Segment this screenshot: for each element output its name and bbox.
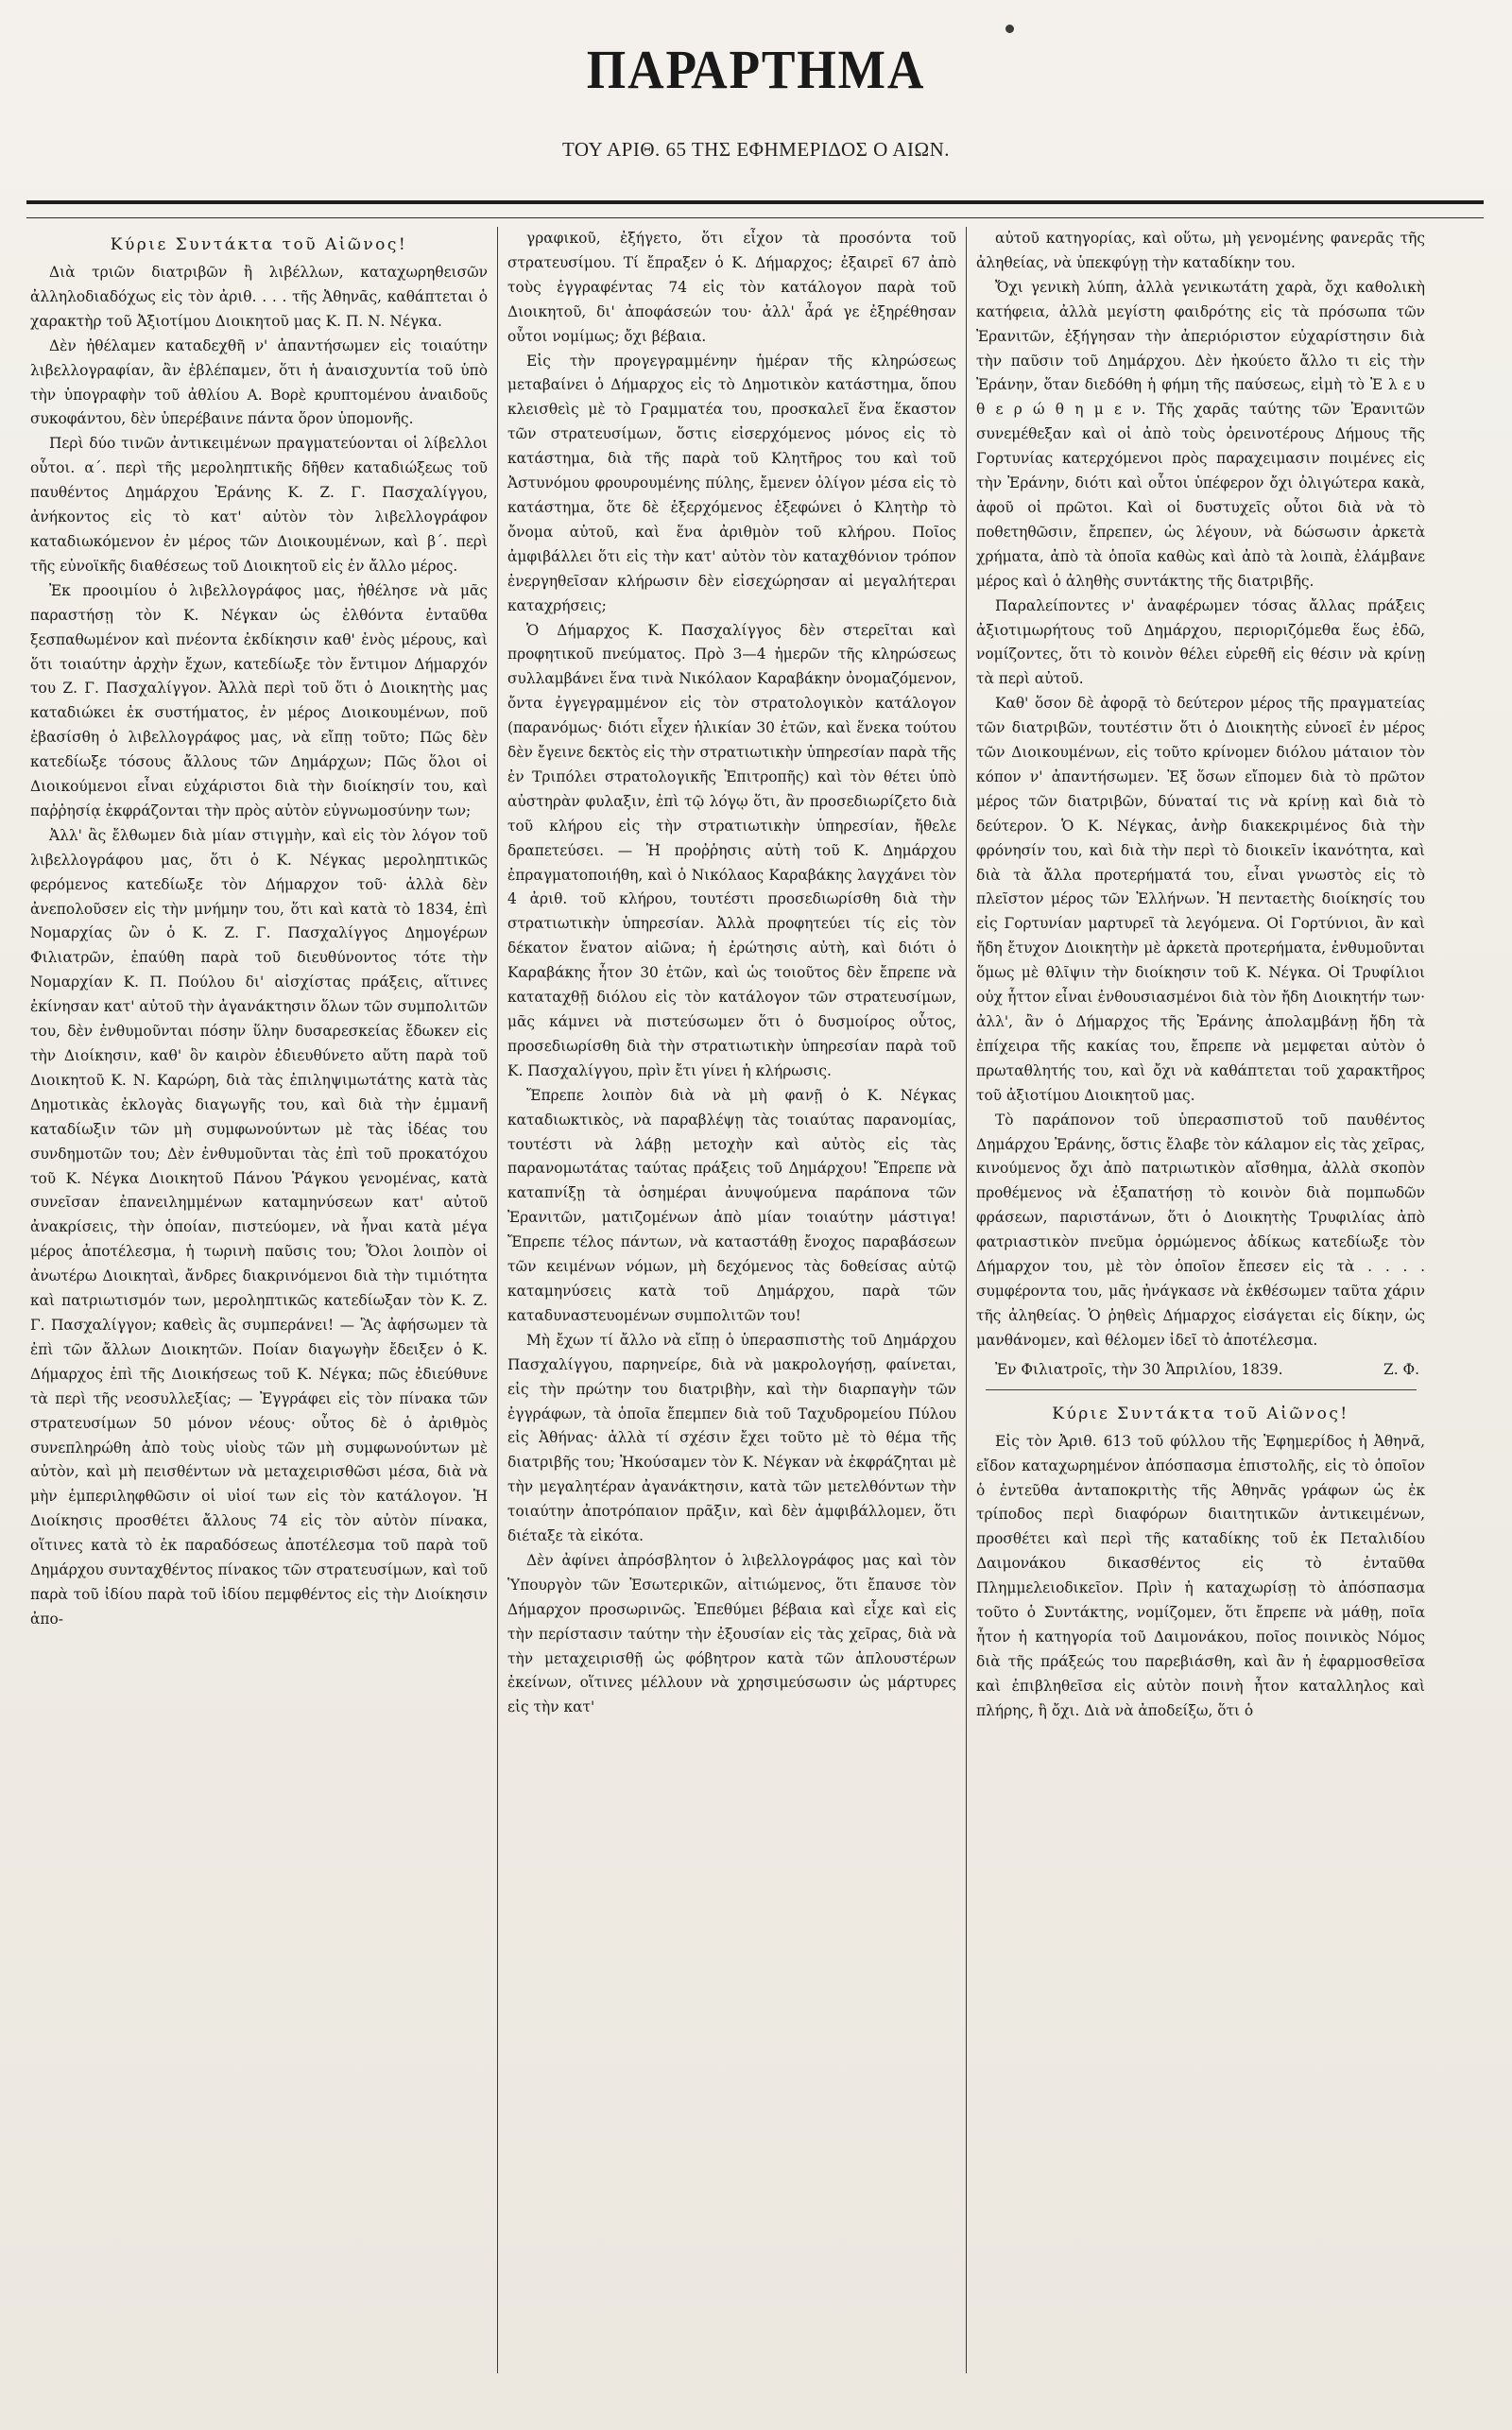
column-3 xyxy=(966,227,1435,2373)
column-1 xyxy=(28,227,497,2373)
paragraph: Ὁ Δήμαρχος Κ. Πασχαλίγγος δὲν στερεῖται καὶ προφητικοῦ πνεύματος. Πρὸ 3—4 ἡμερῶν τῆς κληρώσεως συλλαμβάνει ἕνα τινὰ Νικόλαον Καραβάκην ὀνομαζόμενον, ὄντα ἐγγεγραμμένον εἰς τὸν στρατολογικὸν κατάλογον (παρανόμως· διότι εἶχεν ἡλικίαν 30 ἐτῶν, καὶ ἕνεκα τούτου δὲν ἔγεινε δεκτὸς εἰς τὴν στρατιωτικὴν ὑπηρεσίαν παρὰ τῆς ἐν Τριπόλει στρατολογικῆς Ἐπιτροπῆς) καὶ τὸν θέτει ὑπὸ αὐστηρὰν φυλαξιν, ἐπὶ τῷ λόγῳ ὅτι, ἂν προσεδιωρίζετο διὰ τοῦ κλήρου εἰς τὴν στρατιωτικὴν ὑπηρεσίαν, ἤθελε δραπετεύσει. — Ἡ προῤῥησις αὐτὴ τοῦ Κ. Δημάρχου ἐπραγματοποιήθη, καὶ ὁ Νικόλαος Καραβάκης λαγχάνει τὸν 4 ἀριθ. τοῦ κλήρου, τουτέστι προσεδιωρίσθη διὰ τὴν στρατιωτικὴν ὑπηρεσίαν. Ἀλλὰ προφητεύει τίς εἰς τὸν δέκατον ἔνατον αἰῶνα; ἡ ἐρώτησις αὐτὴ, καὶ διότι ὁ Καραβάκης ἦτον 30 ἐτῶν, καὶ ὡς τοιοῦτος δὲν ἔπρεπε νὰ καταταχθῇ διόλου εἰς τὸν κατάλογον τῶν στρατευσίμων, μᾶς κάμνει νὰ πιστεύσωμεν ὅτι ὁ δυσμοίρος οὗτος, προσεδιωρίσθη διὰ τὴν στρατιωτικὴν ὑπηρεσίαν παρὰ τοῦ Κ. Πασχαλίγγου, πρὶν ἔτι γίνει ἡ κλήρωσις. xyxy=(507,621,956,1079)
page-title: ΠΑΡΑΡΤΗΜΑ xyxy=(586,39,926,100)
page-subtitle: ΤΟΥ ΑΡΙΘ. 65 ΤΗΣ ΕΦΗΜΕΡΙΔΟΣ Ο ΑΙΩΝ. xyxy=(561,138,951,161)
column-2 xyxy=(497,227,966,2373)
text-columns xyxy=(28,227,1474,2373)
paragraph: Τὸ παράπονον τοῦ ὑπερασπιστοῦ τοῦ παυθέντος Δημάρχου Ἐράνης, ὅστις ἔλαβε τὸν κάλαμον εἰς τὰς χεῖρας, κινούμενος ὄχι ἀπὸ πατριωτικὸν αἴσθημα, ἀλλὰ σκοπὸν προθέμενος νὰ ἐξαπατήσῃ τὸ κοινὸν διὰ πομπωδῶν φράσεων, παριστάνων, ὅτι ὁ Διοικητὴς Τρυφιλίας ἀπὸ φατριαστικὸν πνεῦμα ὁρμώμενος ἀδίκως κατεδίωξε τὸν Δήμαρχον του, μὲ τὸν ὁποῖον ἔπεσεν εἰς τὰ . . . . συμφέροντα του, μᾶς ἠνάγκασε νὰ ἐκθέσωμεν ταῦτα χάριν τῆς ἀληθείας. Ὁ ῥηθεὶς Δήμαρχος εἰσάγεται εἰς δίκην, ὡς μανθάνομεν, καὶ θέλομεν ἰδεῖ τὸ ἀποτέλεσμα. xyxy=(976,1111,1425,1349)
paragraph: Ἐκ προοιμίου ὁ λιβελλογράφος μας, ἠθέλησε νὰ μᾶς παραστήσῃ τὸν Κ. Νέγκαν ὡς ἐλθόντα ἐνταῦθα ξεσπαθωμένον καὶ πνέοντα ἐκδίκησιν καθ' ἑνὸς μέρους, καὶ ὅτι τοιαύτην ἀρχὴν ἔχων, κατεδίωξε τὸν ἔντιμον Δήμαρχόν του Ζ. Γ. Πασχαλίγγον. Ἀλλὰ περὶ τοῦ ὅτι ὁ Διοικητὴς μας καταδιώκει ἐκ συστήματος, ἐν μέρος Διοικουμένων, ποῦ ἐβασίσθη ὁ λιβελλογράφος μας, νὰ εἴπῃ τοῦτο; Πῶς δὲν κατεδίωξε τόσους ἄλλους τῶν Δημάρχων; Πῶς ὅλοι οἱ Διοικούμενοι εἶναι εὐχάριστοι διὰ τὴν διοίκησίν του, καὶ παῤῥησίᾳ ἐκφράζονται τὴν πρὸς αὐτὸν εὐγνωμοσύνην των; xyxy=(30,581,488,819)
paragraph: Εἰς τὴν προγεγραμμένην ἡμέραν τῆς κληρώσεως μεταβαίνει ὁ Δήμαρχος εἰς τὸ Δημοτικὸν κατάστημα, ὅπου κλεισθεὶς μὲ τὸ Γραμματέα του, προσκαλεῖ ἕνα ἕκαστον τῶν στρατευσίμων, ὅστις εἰσερχόμενος μόνος εἰς τὸ κατάστημα, διὰ τῆς παρὰ τοῦ Κλητῆρος του καὶ τοῦ Ἀστυνόμου φρουρουμένης πύλης, ἔμενεν ὀλίγον μέσα εἰς τὸ κατάστημα, ὅτε δὲ ἐξερχόμενος ἐξεφώνει ὁ Κλητὴρ τὸ ὄνομα αὐτοῦ, καὶ ἕνα ἀριθμὸν τοῦ κλήρου. Ποῖος ἀμφιβάλλει ὅτι εἰς τὴν κατ' αὐτὸν τὸν καταχθόνιον τρόπον ἐνεργηθεῖσαν κλήρωσιν δὲν εἰσεχώρησαν αἱ μεγαλήτεραι καταχρήσεις; xyxy=(507,352,956,614)
dateline-signature: Ζ. Φ. xyxy=(1383,1360,1419,1378)
paragraph: γραφικοῦ, ἐξήγετο, ὅτι εἶχον τὰ προσόντα τοῦ στρατευσίμου. Τί ἔπραξεν ὁ Κ. Δήμαρχος; ἐξαιρεῖ 67 ἀπὸ τοὺς ἐγγραφέντας 74 εἰς τὸν κατάλογον παρὰ τοῦ Διοικητοῦ, δι' ἀποφάσεών του· ἀλλ' ἆρά γε ἐξηρέθησαν οὗτοι νομίμως; ὄχι βέβαια. xyxy=(507,230,956,345)
paragraph: Ὄχι γενικὴ λύπη, ἀλλὰ γενικωτάτη χαρὰ, ὄχι καθολικὴ κατήφεια, ἀλλὰ μεγίστη φαιδρότης εἰς τὰ πρόσωπα τῶν Ἐρανιτῶν, ἐξήγησαν τὴν ἀπεριόριστον εὐχαρίστησιν διὰ τὴν παῦσιν τοῦ Δημάρχου. Δὲν ἠκούετο ἄλλο τι εἰς τὴν Ἐράνην, ὅταν διεδόθη ἡ φήμη τῆς παύσεως, εἰμὴ τὸ Ἐ λ ε υ θ ε ρ ώ θ η μ ε ν. Τῆς χαρᾶς ταύτης τῶν Ἐρανιτῶν συνεμέθεξαν καὶ οἱ ἀπὸ τοὺς ὀρεινοτέρους Δήμους τῆς Γορτυνίας κατερχόμενοι πρὸς παραχειμασιν ποιμένες εἰς τὴν Ἐράνην, διότι καὶ οὗτοι ὑπέφερον ὄχι ὀλιγώτερα κακὰ, ἀφοῦ οἱ πρῶτοι. Καὶ οἱ δυστυχεῖς οὗτοι διὰ νὰ τὸ ποθετηθῶσιν, ἔπρεπεν, ὡς λέγουν, νὰ δώσωσιν ἀρκετὰ χρήματα, ἀπὸ τὰ ὁποῖα καθὼς καὶ ἀπὸ τὰ λοιπὰ, ἐλάμβανε μέρος καὶ ὁ ἀληθὴς συντάκτης τῆς διατριβῆς. xyxy=(976,278,1425,590)
paragraph: Περὶ δύο τινῶν ἀντικειμένων πραγματεύονται οἱ λίβελλοι οὗτοι. α΄. περὶ τῆς μεροληπτικῆς δῆθεν καταδιώξεως τοῦ παυθέντος Δημάρχου Ἐράνης Κ. Ζ. Γ. Πασχαλίγγου, ἀνήκοντος εἰς τὸ κατ' αὐτὸν τὸν λιβελλογράφον καταδιωκόμενον ἐν μέρος τῶν Διοικουμένων, καὶ β΄. περὶ τῆς εὐνοϊκῆς διαθέσεως τοῦ Διοικητοῦ εἰς ἐν ἄλλο μέρος. xyxy=(30,435,488,575)
paragraph: Διὰ τριῶν διατριβῶν ἢ λιβέλλων, καταχωρηθεισῶν ἀλληλοδιαδόχως εἰς τὸν ἀριθ. . . . τῆς Ἀθηνᾶς, καθάπτεται ὁ χαρακτὴρ τοῦ Ἀξιοτίμου Διοικητοῦ μας Κ. Π. Ν. Νέγκα. xyxy=(30,264,488,330)
masthead xyxy=(0,40,1512,162)
letter-salutation: Κύριε Συντάκτα τοῦ Αἰῶνος! xyxy=(110,235,408,254)
paragraph: Καθ' ὅσον δὲ ἀφορᾷ τὸ δεύτερον μέρος τῆς πραγματείας τῶν διατριβῶν, τουτέστιν ὅτι ὁ Διοικητὴς εὐνοεῖ ἐν μέρος τῶν Διοικουμένων, εἰς τοῦτο κρίνομεν διόλου μάταιον τὸν κόπον ν' ἀπαντήσωμεν. Ἐξ ὅσων εἴπομεν διὰ τὸ πρῶτον μέρος τῶν διατριβῶν, δύναταί τις νὰ κρίνῃ καὶ διὰ τὸ δεύτερον. Ὁ Κ. Νέγκας, ἀνὴρ διακεκριμένος διὰ τὴν φρόνησίν του, καὶ διὰ τὴν περὶ τὸ διοικεῖν ἱκανότητα, καὶ διὰ τὰ ἄλλα προτερήματά του, εἶναι γνωστὸς εἰς τὸ πλεῖστον μέρος τῶν Ἑλλήνων. Ἡ πενταετὴς διοίκησίς του εἰς Γορτυνίαν μαρτυρεῖ τὰ λεγόμενα. Οἱ Γορτύνιοι, ἂν καὶ ἤδη ἔτυχον Διοικητὴν μὲ ἀρκετὰ προτερήματα, ἐνθυμοῦνται ὅμως μὲ θλῖψιν τὴν διοίκησιν τοῦ Κ. Νέγκα. Οἱ Τρυφίλιοι οὐχ ἧττον εἶναι ἐνθουσιασμένοι διὰ τὸν ἤδη Διοικητήν των· ἀλλ', ἂν ὁ Δήμαρχος τῆς Ἐράνης ἀπολαμβάνῃ ἤδη τὰ ἐπίχειρα τῆς κακίας του, ἔπρεπε νὰ μεμφεται αὐτὸν ὁ πρωταθλητής του, καὶ ὄχι νὰ καθάπτεται τοῦ χαρακτῆρος τοῦ ἀξιοτίμου Διοικητοῦ μας. xyxy=(976,695,1425,1104)
masthead-double-rule xyxy=(26,200,1484,218)
dateline-place-date: Ἐν Φιλιατροῖς, τὴν 30 Ἀπριλίου, 1839. xyxy=(995,1360,1283,1378)
ink-spot xyxy=(1005,25,1014,33)
section-divider xyxy=(986,1389,1417,1390)
paragraph: Δὲν ἀφίνει ἀπρόσβλητον ὁ λιβελλογράφος μας καὶ τὸν Ὑπουργὸν τῶν Ἐσωτερικῶν, αἰτιώμενος, ὅτι ἔπαυσε τὸν Δήμαρχον προσωρινῶς. Ἐπεθύμει βέβαια καὶ εἶχε καὶ εἰς τὴν περίστασιν ταύτην τὴν ἐξουσίαν εἰς τὰς χεῖρας, διὰ νὰ τὴν μεταχειρισθῇ ὡς φόβητρον κατὰ τῶν ἁπλουστέρων ἐκείνων, οἵτινες μέλλουν νὰ χρησιμεύσωσιν ὡς μάρτυρες εἰς τὴν κατ' xyxy=(507,1551,956,1716)
paragraph: Ἀλλ' ἂς ἔλθωμεν διὰ μίαν στιγμὴν, καὶ εἰς τὸν λόγον τοῦ λιβελλογράφου μας, ὅτι ὁ Κ. Νέγκας μεροληπτικῶς φερόμενος κατεδίωξε τὸν Δήμαρχον τοῦ· ἀλλὰ δὲν ἀνεπολοῦσεν εἰς τὴν μνήμην του, ὅτι καὶ κατὰ τὸ 1834, ἐπὶ Νομαρχίας ὢν ὁ Κ. Ζ. Γ. Πασχαλίγγος Δημογέρων Φιλιατρῶν, ἐπαύθη παρὰ τοῦ διευθύνοντος τότε τὴν Νομαρχίαν Κ. Π. Πούλου δι' αἰσχίστας πράξεις, αἵτινες ἐκίνησαν κατ' αὐτοῦ τὴν ἀγανάκτησιν ὅλων τῶν συμπολιτῶν του, δὲν ἐνθυμοῦνται πόσην ὕλην δυσαρεσκείας ἔδωκεν εἰς τὴν Διοίκησιν, καθ' ὃν καιρὸν ἐδιευθύνετο αὕτη παρὰ τοῦ Διοικητοῦ Κ. Ν. Καρώρη, διὰ τὰς ἐπιληψιμωτάτης κατὰ τὰς Δημοτικὰς ἐκλογὰς διαγωγῆς του, καὶ διὰ τὴν ἐμμανῆ καταδίωξιν τῶν μὴ συμφωνούντων μὲ τὰς ἰδέας του συνδημοτῶν του; Δὲν ἐνθυμοῦνται τὰς ἐπὶ τοῦ προκατόχου τοῦ Κ. Νέγκα Διοικητοῦ Πάνου Ῥάγκου γενομένας, κατὰ συνεῖσαν ἐπανειλημμένων καταμηνύσεων κατ' αὐτοῦ ἀνακρίσεις, τὴν ὁποίαν, πιστεύομεν, νὰ ἦναι κατὰ μέγα μέρος ἀποτέλεσμα, ἡ τωρινὴ παῦσις του; Ὅλοι λοιπὸν οἱ ἀνωτέρω Διοικηταὶ, ἄνδρες διακρινόμενοι διὰ τὴν τιμιότητα καὶ πατριωτισμόν των, μεροληπτικῶς κατεδίωξαν τὸν Κ. Ζ. Γ. Πασχαλίγγον; καθεὶς ἂς συμπεράνει! — Ἂς ἀφήσωμεν τὰ ἐπὶ τῶν ἄλλων Διοικητῶν. Ποίαν διαγωγὴν ἔδειξεν ὁ Κ. Δήμαρχος ἐπὶ τῆς Διοικήσεως τοῦ Κ. Νέγκα; πῶς ἐδιεύθυνε τὰ περὶ τῆς νεοσυλλεξίας; — Ἐγγράφει εἰς τὸν πίνακα τῶν στρατευσίμων 50 μόνον νέους· οὗτος δὲ ὁ ἀριθμὸς συνεπληρώθη ἀπὸ τοὺς υἱοὺς τῶν μὴ συμφωνούντων μὲ αὐτὸν, καὶ μὴ πεισθέντων νὰ μεταχειρισθῶσι μέσα, διὰ νὰ μὴν ἐμπεριληφθῶσιν οἱ υἱοί των εἰς τὸν κατάλογον. Ἡ Διοίκησις προσθέτει ἄλλους 74 εἰς τὸν αὐτὸν πίνακα, οἵτινες κατὰ τὸ ἐκ παραδόσεως ἀποτέλεσμα τοῦ παρὰ τοῦ Δημάρχου συνταχθέντος πίνακος τῶν στρατευσίμων, καὶ τοῦ παρὰ τοῦ ἰδίου παρὰ τοῦ ἰδίου πεμφθέντος εἰς τὴν Διοίκησιν ἀπο- xyxy=(30,826,488,1628)
paragraph: Εἰς τὸν Ἀριθ. 613 τοῦ φύλλου τῆς Ἐφημερίδος ἡ Ἀθηνᾶ, εἴδον καταχωρημένον ἀπόσπασμα ἐπιστολῆς, εἰς τὸ ὁποῖον ὁ ἐντεῦθα ἀνταποκριτὴς τῆς Ἀθηνᾶς γράφων ὡς ἐκ τρίποδος περὶ διαφόρων διαιτητικῶν ἀντικειμένων, προσθέτει καὶ περὶ τῆς καταδίκης τοῦ ἐκ Πεταλιδίου Δαιμονάκου δικασθέντος εἰς τὸ ἐνταῦθα Πλημμελειοδικεῖον. Πρὶν ἡ καταχωρίσῃ τὸ ἀπόσπασμα τοῦτο ὁ Συντάκτης, νομίζομεν, ὅτι ἔπρεπε νὰ μάθῃ, ποῖα ἦτον ἡ κατηγορία τοῦ Δαιμονάκου, ποῖος ποινικὸς Νόμος διὰ τῆς πράξεώς του παρεβιάσθη, καὶ ἂν ἡ ἐφαρμοσθεῖσα καὶ ἐπιβληθεῖσα εἰς αὐτὸν ποινὴ ἦτον καταλληλος καὶ πλήρης, ἢ ὄχι. Διὰ νὰ ἀποδείξω, ὅτι ὁ xyxy=(976,1432,1425,1719)
letter-dateline xyxy=(976,1353,1425,1382)
paragraph: Παραλείποντες ν' ἀναφέρωμεν τόσας ἄλλας πράξεις ἀξιοτιμωρήτους τοῦ Δημάρχου, περιοριζόμεθα ἕως ἐδῶ, νομίζοντες, ὅτι τὸ κοινὸν θέλει εὑρεθῆ εἰς θέσιν νὰ κρίνῃ τὰ περὶ αὐτοῦ. xyxy=(976,596,1425,688)
paragraph: Ἔπρεπε λοιπὸν διὰ νὰ μὴ φανῇ ὁ Κ. Νέγκας καταδιωκτικὸς, νὰ παραβλέψῃ τὰς τοιαύτας παρανομίας, τουτέστι νὰ λάβῃ μετοχὴν καὶ αὐτὸς εἰς τὰς παρανομωτάτας ταύτας πράξεις τοῦ Δημάρχου! Ἔπρεπε νὰ καταπνίξῃ τὰ ὀσημέραι ἀνυψούμενα παράπονα τῶν Ἐρανιτῶν, ματιζομένων ἀπὸ μίαν τοιαύτην μάστιγα! Ἔπρεπε τέλος πάντων, νὰ καταστάθῃ ἔνοχος παραβάσεων τῶν κειμένων νόμων, μὴ δεχόμενος τὰς δοθείσας αὐτῷ καταμηνύσεις κατὰ τοῦ Δημάρχου, παρὰ τῶν καταδυναστευομένων συμπολιτῶν του! xyxy=(507,1086,956,1324)
paragraph: αὐτοῦ κατηγορίας, καὶ οὕτω, μὴ γενομένης φανερᾶς τῆς ἀληθείας, νὰ ὑπεκφύγῃ τὴν καταδίκην του. xyxy=(976,230,1425,271)
paragraph: Μὴ ἔχων τί ἄλλο νὰ εἴπῃ ὁ ὑπερασπιστὴς τοῦ Δημάρχου Πασχαλίγγου, παρηνείρε, διὰ νὰ μακρολογήσῃ, φαίνεται, εἰς τὴν πρώτην του διατριβὴν, καὶ τὴν διαρπαγὴν τῶν ἐγγράφων, τὰ ὁποῖα ἔπεμπεν διὰ τοῦ Ταχυδρομείου Πύλου εἰς Ἀθήνας· ἀλλὰ τί σχέσιν ἔχει τοῦτο μὲ τὸ θέμα τῆς διατριβῆς του; Ἠκούσαμεν τὸν Κ. Νέγκαν νὰ ἐκφράζηται μὲ τὴν μεγαλητέραν ἀγανάκτησιν, κατὰ τῶν μετελθόντων τὴν τοιαύτην ἀποτρόπαιον πρᾶξιν, καὶ δὲν ἀμφιβάλλομεν, ὅτι διέταξε τὰ εἰκότα. xyxy=(507,1331,956,1545)
paragraph: Δὲν ἠθέλαμεν καταδεχθῆ ν' ἀπαντήσωμεν εἰς τοιαύτην λιβελλογραφίαν, ἂν ἐβλέπαμεν, ὅτι ἡ ἀναισχυντία τοῦ ὑπὸ τὴν ὑπογραφὴν τοῦ ἀθλίου Α. Βορὲ κρυπτομένου ἀναιδοῦς συκοφάντου, δὲν ὑπερέβαινε πάντα ὅρον ὑπομονῆς. xyxy=(30,336,488,428)
letter-salutation-2: Κύριε Συντάκτα τοῦ Αἰῶνος! xyxy=(1052,1404,1349,1423)
